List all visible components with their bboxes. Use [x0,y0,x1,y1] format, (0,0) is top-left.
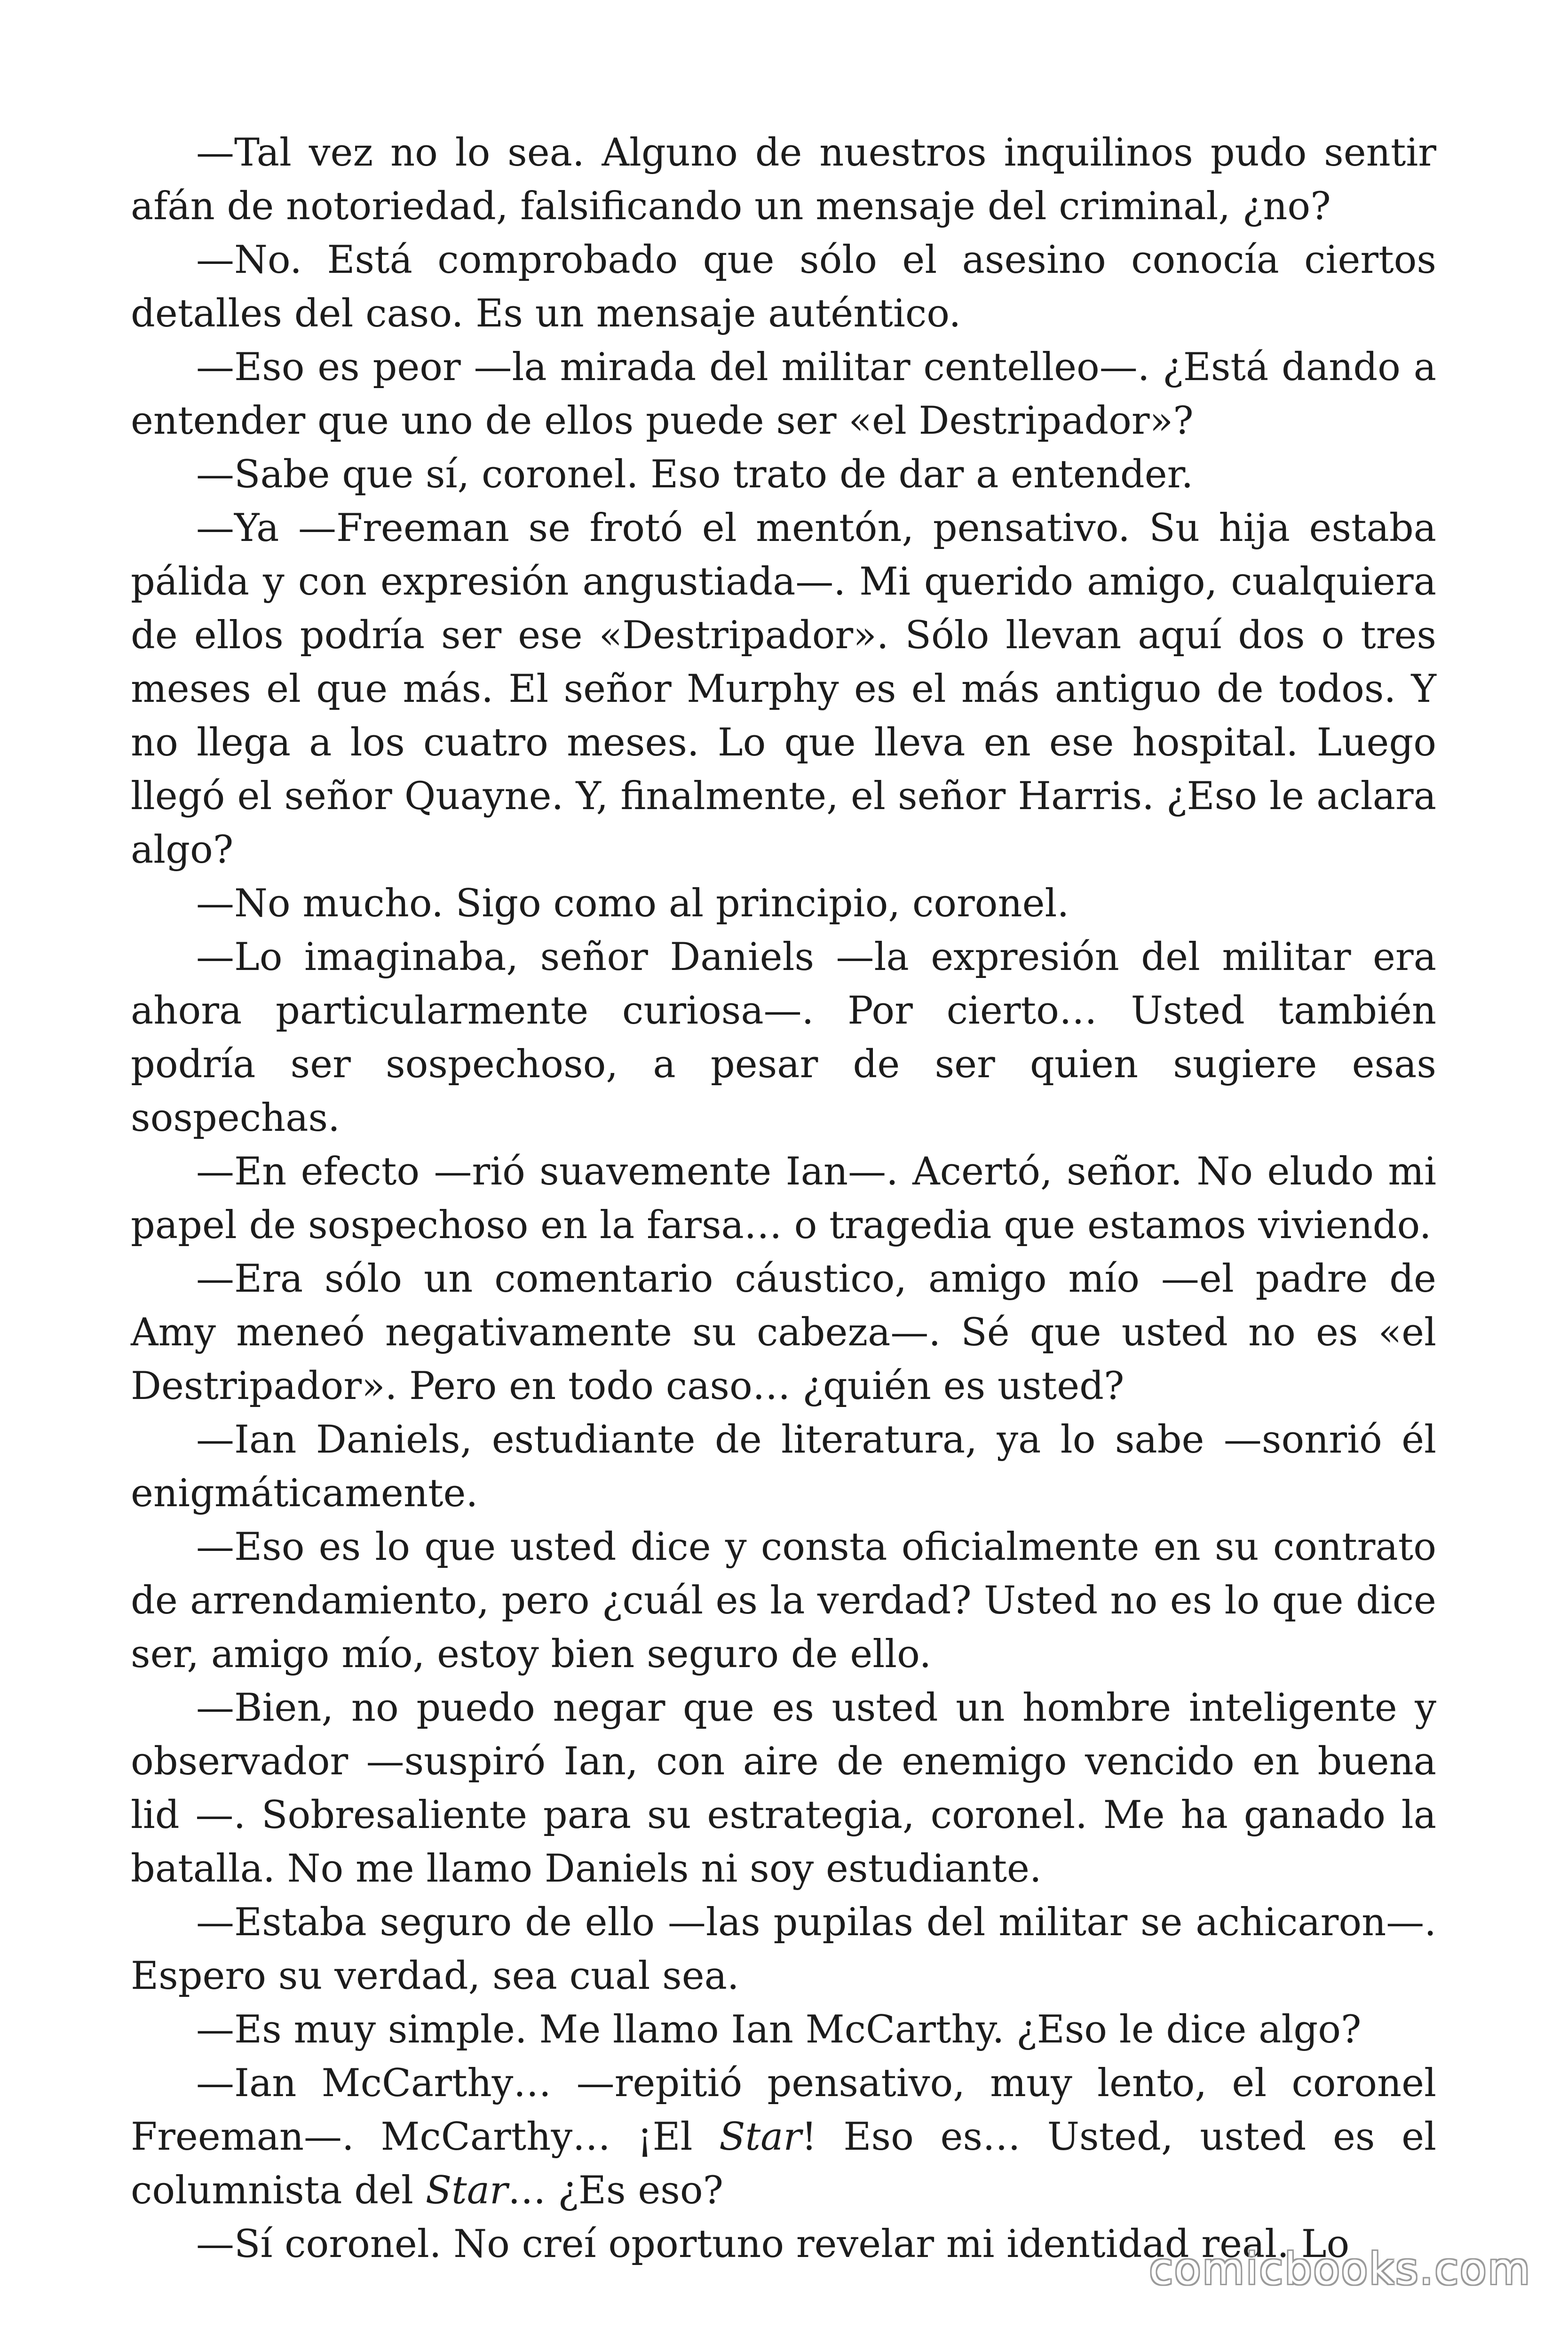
paragraph: —No. Está comprobado que sólo el asesino conocía ciertos detalles del caso. Es un mensaje auténtico. [131,238,1436,336]
text-run: ! Eso es… Usted, usted es el columnista del [131,2115,1436,2213]
text-body [131,126,1436,2271]
paragraph: —Era sólo un comentario cáustico, amigo mío —el padre de Amy meneó negativamente su cabeza—. Sé que usted no es «el Destripador». Pero en todo caso… ¿quién es usted? [131,1257,1436,1408]
paragraph: —Sí coronel. No creí oportuno revelar mi identidad real. Lo [196,2222,1350,2266]
italic-title-run: Star [719,2115,802,2159]
text-run: … ¿Es eso? [507,2169,724,2213]
paragraph: —Estaba seguro de ello —las pupilas del militar se achicaron—. Espero su verdad, sea cual sea. [131,1900,1436,1998]
paragraph: —Ya —Freeman se frotó el mentón, pensativo. Su hija estaba pálida y con expresión angustiada—. Mi querido amigo, cualquiera de ellos podría ser ese «Destripador». Sólo llevan aquí dos o tres meses el que más. El señor Murphy es el más antiguo de todos. Y no llega a los cuatro meses. Lo que lleva en ese hospital. Luego llegó el señor Quayne. Y, finalmente, el señor Harris. ¿Eso le aclara algo? [131,506,1436,872]
italic-title-run: Star [425,2169,508,2213]
paragraph: —Sabe que sí, coronel. Eso trato de dar a entender. [196,453,1194,497]
paragraph: —Bien, no puedo negar que es usted un hombre inteligente y observador —suspiró Ian, con aire de enemigo vencido en buena lid —. Sobresaliente para su estrategia, coronel. Me ha ganado la batalla. No me llamo Daniels ni soy estudiante. [131,1686,1436,1891]
paragraph: —Eso es lo que usted dice y consta oficialmente en su contrato de arrendamiento, pero ¿cuál es la verdad? Usted no es lo que dice ser, amigo mío, estoy bien seguro de ello. [131,1525,1436,1677]
paragraph: —Es muy simple. Me llamo Ian McCarthy. ¿Eso le dice algo? [196,2008,1362,2052]
paragraph: —No mucho. Sigo como al principio, coronel. [196,882,1069,926]
paragraph: —Tal vez no lo sea. Alguno de nuestros inquilinos pudo sentir afán de notoriedad, falsificando un mensaje del criminal, ¿no? [131,131,1436,229]
paragraph: —En efecto —rió suavemente Ian—. Acertó, señor. No eludo mi papel de sospechoso en la farsa… o tragedia que estamos viviendo. [131,1150,1436,1248]
text-run: —Ian McCarthy… —repitió pensativo, muy lento, el coronel Freeman—. McCarthy… ¡El [131,2061,1436,2159]
paragraph-with-italics [131,2057,1436,2217]
paragraph: —Eso es peor —la mirada del militar centelleo—. ¿Está dando a entender que uno de ellos puede ser «el Destripador»? [131,345,1436,443]
paragraph: —Lo imaginaba, señor Daniels —la expresión del militar era ahora particularmente curiosa—. Por cierto… Usted también podría ser sospechoso, a pesar de ser quien sugiere esas sospechas. [131,935,1436,1140]
paragraph: —Ian Daniels, estudiante de literatura, ya lo sabe —sonrió él enigmáticamente. [131,1418,1436,1516]
watermark: comicbooks.com [1149,2244,1531,2294]
